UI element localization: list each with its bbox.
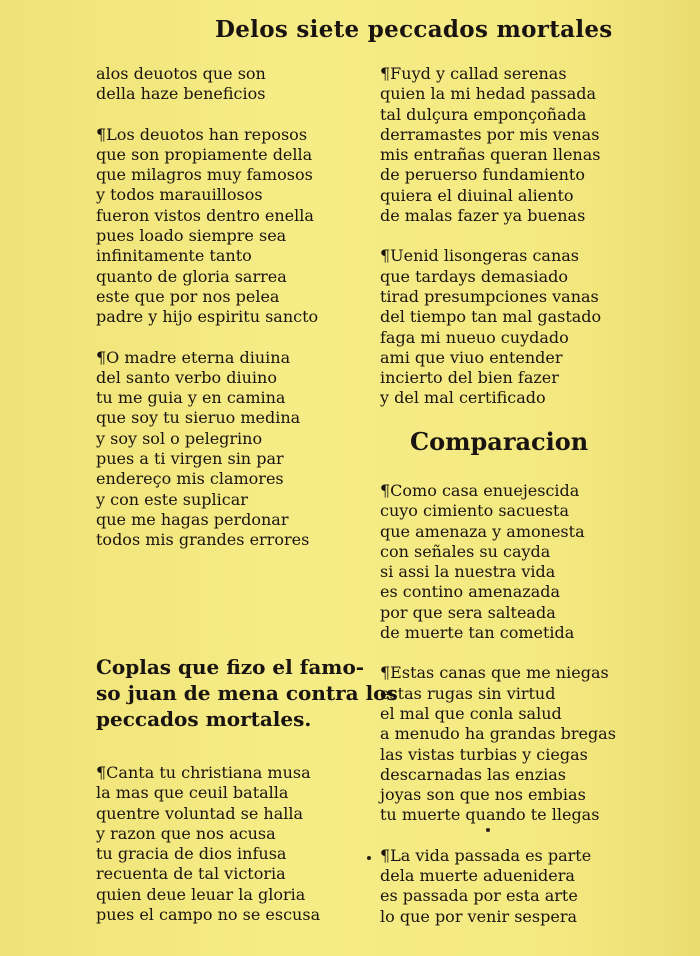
verse-line: y con este suplicar — [96, 489, 248, 509]
verse-line: tu muerte quando te llegas — [380, 805, 600, 825]
margin-dot — [486, 828, 490, 832]
verse-line: pues el campo no se escusa — [96, 905, 321, 925]
verse-line: ¶Fuyd y callad serenas — [380, 64, 567, 83]
verse-line: fueron vistos dentro enella — [96, 205, 314, 225]
verse-line: ¶Los deuotos han reposos — [96, 124, 308, 144]
verse-line: cuyo cimiento sacuesta — [380, 501, 569, 521]
verse-line: ¶Como casa enuejescida — [380, 481, 580, 500]
verse-line: y todos marauillosos — [96, 185, 263, 205]
verse-line: de muerte tan cometida — [380, 623, 575, 643]
verse-line: alos deuotos que son — [96, 64, 266, 83]
verse-line: pues a ti virgen sin par — [96, 449, 284, 469]
verse-line: que tardays demasiado — [380, 266, 568, 286]
verse-line: pues loado siempre sea — [96, 226, 287, 246]
verse-line: que son propiamente della — [96, 144, 313, 164]
verse-line: quien la mi hedad passada — [380, 84, 597, 104]
section-title-coplas — [96, 654, 398, 732]
stanza-gap — [380, 643, 640, 663]
verse-line: tu gracia de dios infusa — [96, 844, 287, 864]
stanza-gap — [380, 226, 640, 246]
verse-line: con señales su cayda — [380, 541, 551, 561]
verse-line: lo que por venir sespera — [380, 906, 577, 926]
verse-line: faga mi nueuo cuydado — [380, 327, 569, 347]
stanza-gap — [96, 328, 346, 348]
verse-line: de peruerso fundamiento — [380, 165, 585, 185]
verse-line: que soy tu sieruo medina — [96, 408, 301, 428]
verse-line: quentre voluntad se halla — [96, 803, 304, 823]
stanza-gap — [96, 105, 346, 125]
verse-line: que amenaza y amonesta — [380, 521, 585, 541]
verse-line: a menudo ha grandas bregas — [380, 724, 616, 744]
verse-line: dela muerte aduenidera — [380, 866, 575, 886]
verse-line: que milagros muy famosos — [96, 165, 313, 185]
verse-line: tal dulçura emponçoñada — [380, 104, 587, 124]
running-header: Delos siete peccados mortales — [215, 16, 613, 43]
verse-line: este que por nos pelea — [96, 286, 280, 306]
verse-line: las vistas turbias y ciegas — [380, 744, 588, 764]
title-line: Coplas que fizo el famo- — [96, 655, 365, 679]
stanza-gap — [380, 826, 640, 846]
verse-line: tirad presumpciones vanas — [380, 286, 599, 306]
title-line: peccados mortales. — [96, 707, 312, 731]
verse-line: ¶Canta tu christiana musa — [96, 763, 311, 782]
verse-line: ¶La vida passada es parte — [380, 845, 592, 865]
verse-line: ami que viuo entender — [380, 347, 563, 367]
verse-line: padre y hijo espiritu sancto — [96, 307, 319, 327]
verse-line: infinitamente tanto — [96, 246, 252, 266]
verse-line: si assi la nuestra vida — [380, 562, 556, 582]
verse-line: estas rugas sin virtud — [380, 683, 556, 703]
verse-line: es passada por esta arte — [380, 886, 578, 906]
verse-line: y razon que nos acusa — [96, 823, 276, 843]
verse-line: ¶O madre eterna diuina — [96, 347, 291, 367]
verse-line: del santo verbo diuino — [96, 367, 277, 387]
verse-line: derramastes por mis venas — [380, 124, 600, 144]
left-column-bottom — [96, 763, 346, 925]
verse-line: del tiempo tan mal gastado — [380, 307, 602, 327]
verse-line: ¶Uenid lisongeras canas — [380, 246, 580, 266]
verse-line: joyas son que nos embias — [380, 785, 586, 805]
verse-line: ¶Estas canas que me niegas — [380, 663, 609, 683]
left-column-top — [96, 64, 346, 551]
verse-line: recuenta de tal victoria — [96, 864, 286, 884]
title-line: so juan de mena contra los — [96, 681, 398, 705]
verse-line: es contino amenazada — [380, 582, 561, 602]
right-column-top — [380, 64, 640, 409]
right-column-bottom — [380, 481, 640, 927]
verse-line: quiera el diuinal aliento — [380, 185, 574, 205]
verse-line: quien deue leuar la gloria — [96, 884, 306, 904]
verse-line: de malas fazer ya buenas — [380, 206, 586, 226]
verse-line: endereço mis clamores — [96, 469, 284, 489]
verse-line: della haze beneficios — [96, 84, 266, 104]
verse-line: y soy sol o pelegrino — [96, 428, 263, 448]
margin-dot — [367, 856, 371, 860]
section-title-comparacion: Comparacion — [410, 427, 589, 456]
verse-line: todos mis grandes errores — [96, 530, 310, 550]
verse-line: quanto de gloria sarrea — [96, 266, 287, 286]
verse-line: que me hagas perdonar — [96, 509, 289, 529]
verse-line: tu me guia y en camina — [96, 388, 286, 408]
verse-line: por que sera salteada — [380, 602, 556, 622]
verse-line: la mas que ceuil batalla — [96, 783, 289, 803]
verse-line: el mal que conla salud — [380, 703, 562, 723]
verse-line: mis entrañas queran llenas — [380, 145, 601, 165]
verse-line: incierto del bien fazer — [380, 368, 559, 388]
verse-line: y del mal certificado — [380, 388, 546, 408]
verse-line: descarnadas las enzias — [380, 764, 567, 784]
